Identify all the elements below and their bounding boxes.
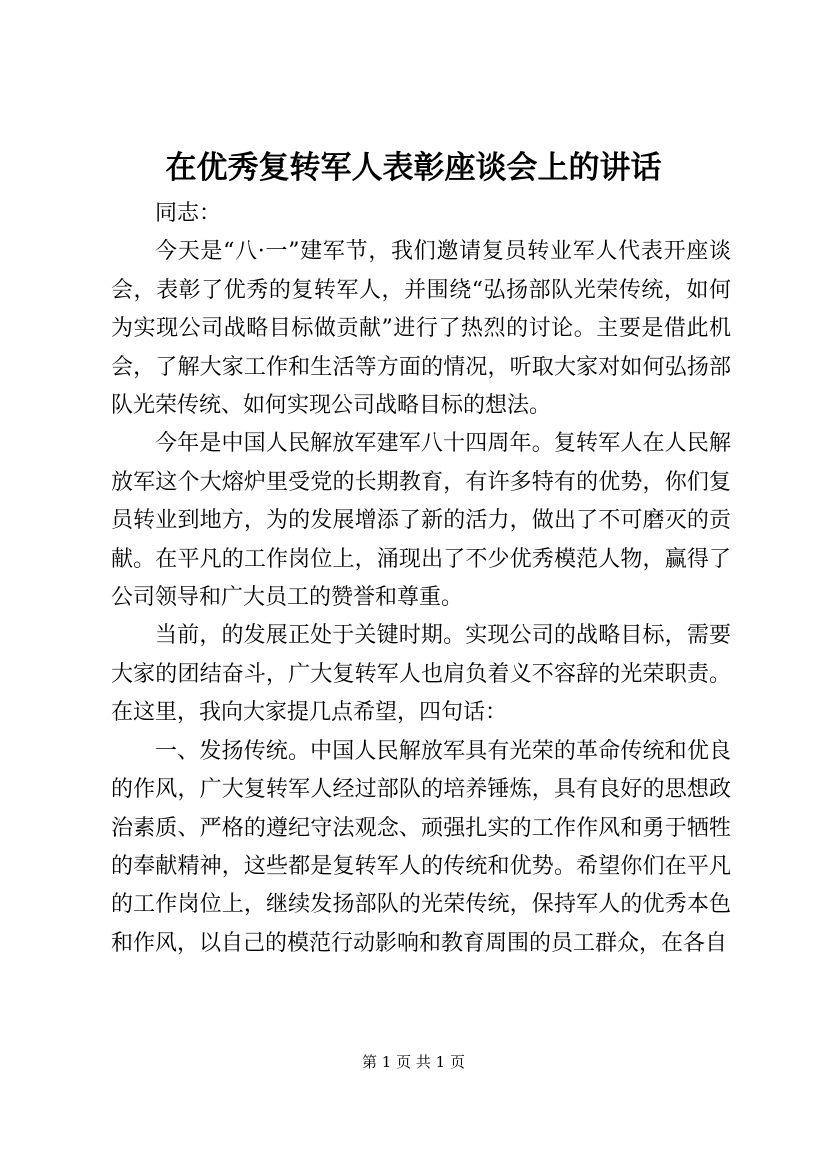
document-body xyxy=(111,195,731,963)
page-number-footer: 第 1 页 共 1 页 xyxy=(362,1053,465,1071)
document-title: 在优秀复转军人表彰座谈会上的讲话 xyxy=(165,150,662,186)
salutation: 同志： xyxy=(155,201,222,226)
paragraph-2: 今年是中国人民解放军建军八十四周年。复转军人在人民解放军这个大熔炉里受党的长期教育，有许多特有的优势，你们复员转业到地方，为的发展增添了新的活力，做出了不可磨灭的贡献。在平凡的工作岗位上，涌现出了不少优秀模范人物，赢得了公司领导和广大员工的赞誉和尊重。 xyxy=(111,431,731,611)
paragraph-3: 当前，的发展正处于关键时期。实现公司的战略目标，需要大家的团结奋斗，广大复转军人也肩负着义不容辞的光荣职责。在这里，我向大家提几点希望，四句话： xyxy=(111,623,731,726)
paragraph-1: 今天是“八·一”建军节，我们邀请复员转业军人代表开座谈会，表彰了优秀的复转军人，并围绕“弘扬部队光荣传统，如何为实现公司战略目标做贡献”进行了热烈的讨论。主要是借此机会，了解大家工作和生活等方面的情况，听取大家对如何弘扬部队光荣传统、如何实现公司战略目标的想法。 xyxy=(111,239,731,419)
paragraph-4: 一、发扬传统。中国人民解放军具有光荣的革命传统和优良的作风，广大复转军人经过部队的培养锤炼，具有良好的思想政治素质、严格的遵纪守法观念、顽强扎实的工作作风和勇于牺牲的奉献精神，这些都是复转军人的传统和优势。希望你们在平凡的工作岗位上，继续发扬部队的光荣传统，保持军人的优秀本色和作风，以自己的模范行动影响和教育周围的员工群众，在各自 xyxy=(111,738,731,956)
